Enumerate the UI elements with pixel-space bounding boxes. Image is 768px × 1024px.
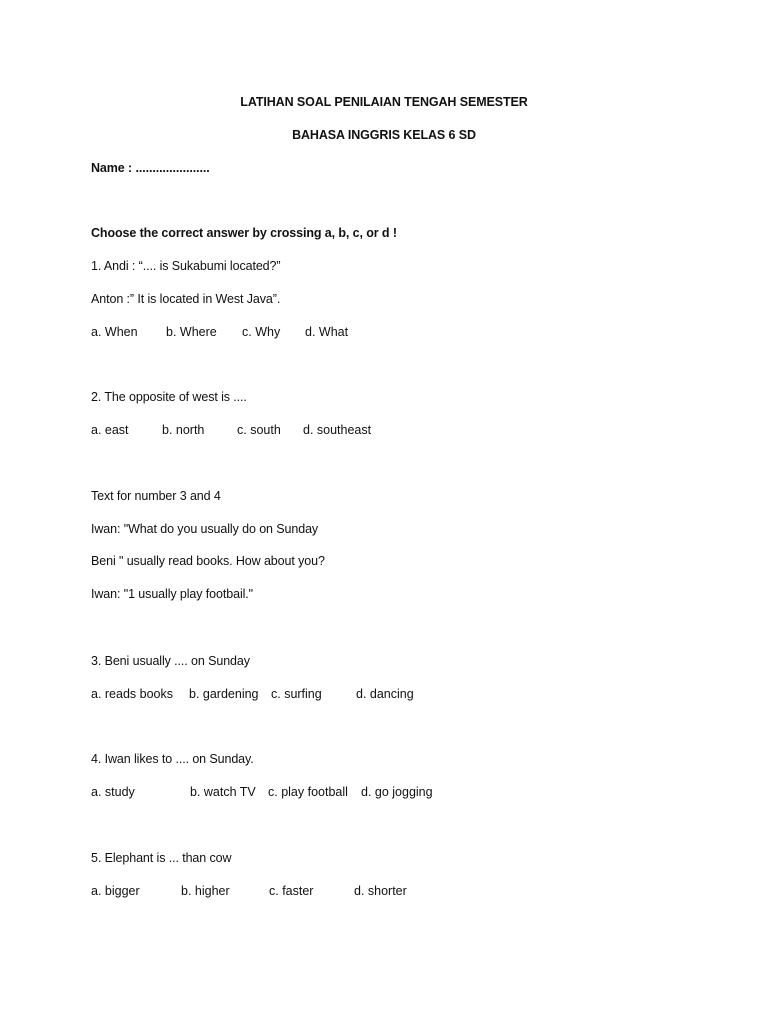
text34-heading: Text for number 3 and 4: [91, 489, 221, 503]
q2-options: [91, 422, 511, 438]
q3-question: 3. Beni usually .... on Sunday: [91, 654, 250, 668]
q4-options: [91, 784, 511, 800]
q2-option-d[interactable]: d. southeast: [303, 423, 372, 437]
q1-option-b[interactable]: b. Where: [166, 325, 217, 339]
q3-option-a[interactable]: a. reads books: [91, 687, 173, 701]
q3-option-d[interactable]: d. dancing: [356, 687, 414, 701]
page-subtitle: BAHASA INGGRIS KELAS 6 SD: [292, 128, 476, 142]
q3-option-c[interactable]: c. surfing: [271, 687, 322, 701]
q3-option-b[interactable]: b. gardening: [189, 687, 259, 701]
q3-options: [91, 686, 511, 702]
q1-option-c[interactable]: c. Why: [242, 325, 281, 339]
q5-options: [91, 883, 511, 899]
q2-option-b[interactable]: b. north: [162, 423, 205, 437]
q4-option-d[interactable]: d. go jogging: [361, 785, 433, 799]
q5-option-b[interactable]: b. higher: [181, 884, 230, 898]
q1-line-2: Anton :” It is located in West Java”.: [91, 292, 281, 306]
q1-option-d[interactable]: d. What: [305, 325, 349, 339]
q5-question: 5. Elephant is ... than cow: [91, 851, 232, 865]
q5-option-a[interactable]: a. bigger: [91, 884, 140, 898]
q5-option-d[interactable]: d. shorter: [354, 884, 407, 898]
q2-option-c[interactable]: c. south: [237, 423, 281, 437]
text34-line-3: Iwan: "1 usually play footbail.": [91, 587, 254, 601]
q1-option-a[interactable]: a. When: [91, 325, 138, 339]
instruction: Choose the correct answer by crossing a, b, c, or d !: [91, 226, 397, 240]
q1-line-1: 1. Andi : “.... is Sukabumi located?”: [91, 259, 281, 273]
q4-option-b[interactable]: b. watch TV: [190, 785, 256, 799]
q1-options: [91, 324, 511, 340]
q4-option-c[interactable]: c. play football: [268, 785, 348, 799]
name-line: Name : ......................: [91, 161, 210, 175]
q4-option-a[interactable]: a. study: [91, 785, 135, 799]
text34-line-2: Beni " usually read books. How about you?: [91, 554, 325, 568]
q2-option-a[interactable]: a. east: [91, 423, 129, 437]
q2-question: 2. The opposite of west is ....: [91, 390, 247, 404]
q4-question: 4. Iwan likes to .... on Sunday.: [91, 752, 254, 766]
text34-line-1: Iwan: "What do you usually do on Sunday: [91, 522, 319, 536]
page-title: LATIHAN SOAL PENILAIAN TENGAH SEMESTER: [240, 95, 528, 109]
q5-option-c[interactable]: c. faster: [269, 884, 314, 898]
